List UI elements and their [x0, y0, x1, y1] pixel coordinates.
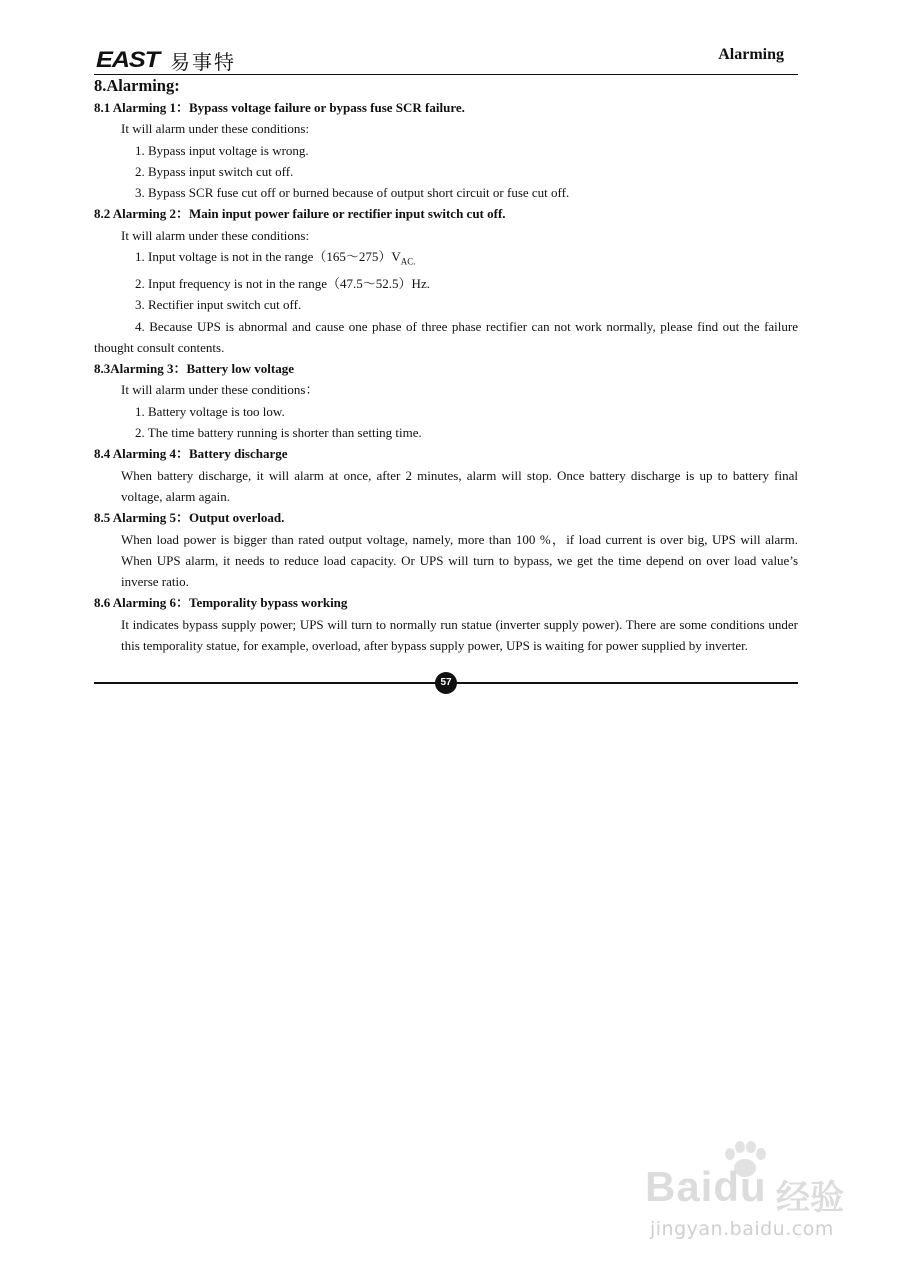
watermark-url: jingyan.baidu.com — [650, 1218, 834, 1240]
list-item: 2. Bypass input switch cut off. — [135, 163, 294, 179]
section-heading-8-6: 8.6 Alarming 6：Temporality bypass working — [94, 595, 348, 611]
section-heading-8-2: 8.2 Alarming 2：Main input power failure or rectifier input switch cut off. — [94, 206, 506, 222]
east-logo: EAST — [96, 47, 159, 72]
section-intro: It will alarm under these conditions： — [121, 382, 319, 398]
section-intro: It will alarm under these conditions: — [121, 227, 310, 243]
list-item-subscript: AC. — [400, 256, 416, 267]
watermark-brand: Baidu — [645, 1163, 767, 1210]
list-item: 3. Rectifier input switch cut off. — [135, 297, 302, 313]
list-item: 2. Input frequency is not in the range（47.5～52.5）Hz. — [135, 275, 430, 291]
header-title: Alarming — [718, 46, 784, 63]
section-heading-8-4: 8.4 Alarming 4：Battery discharge — [94, 446, 288, 462]
list-item: 1. Battery voltage is too low. — [135, 403, 285, 419]
section-heading-8-1: 8.1 Alarming 1：Bypass voltage failure or bypass fuse SCR failure. — [94, 100, 465, 115]
list-item-text: 1. Input voltage is not in the range（165～275）V — [135, 249, 401, 265]
page-number: 57 — [435, 672, 457, 694]
list-item: 3. Bypass SCR fuse cut off or burned because of output short circuit or fuse cut off. — [135, 185, 570, 201]
section-body: When load power is bigger than rated output voltage, namely, more than 100 %，if load current is over big, UPS will alarm. When UPS alarm, it needs to reduce load capacity. Or UPS will turn to bypass, we get the time depend on over load value’s inverse ratio. — [121, 531, 798, 590]
section-body: It indicates bypass supply power; UPS will turn to normally run statue (inverter supply power). There are some conditions under this temporality statue, for example, overload, after bypass supply power, UPS is waiting for power supplied by inverter. — [121, 616, 798, 654]
section-heading-8-5: 8.5 Alarming 5：Output overload. — [94, 510, 285, 526]
list-item — [94, 246, 798, 273]
section-heading-8-3: 8.3Alarming 3：Battery low voltage — [94, 361, 295, 377]
watermark-brand-cn: 经验 — [776, 1178, 844, 1218]
page-title: 8.Alarming: — [94, 76, 180, 95]
page-header — [94, 44, 798, 75]
list-item: 2. The time battery running is shorter than setting time. — [135, 425, 422, 441]
list-item-paragraph: 4. Because UPS is abnormal and cause one phase of three phase rectifier can not work normally, please find out the failure thought consult contents. — [94, 318, 798, 355]
east-logo-chinese: 易事特 — [170, 50, 236, 74]
section-intro: It will alarm under these conditions: — [121, 121, 310, 137]
section-body: When battery discharge, it will alarm at once, after 2 minutes, alarm will stop. Once battery discharge is up to battery final voltage, alarm again. — [121, 467, 798, 504]
list-item: 1. Bypass input voltage is wrong. — [135, 142, 309, 158]
document-body — [94, 75, 798, 656]
